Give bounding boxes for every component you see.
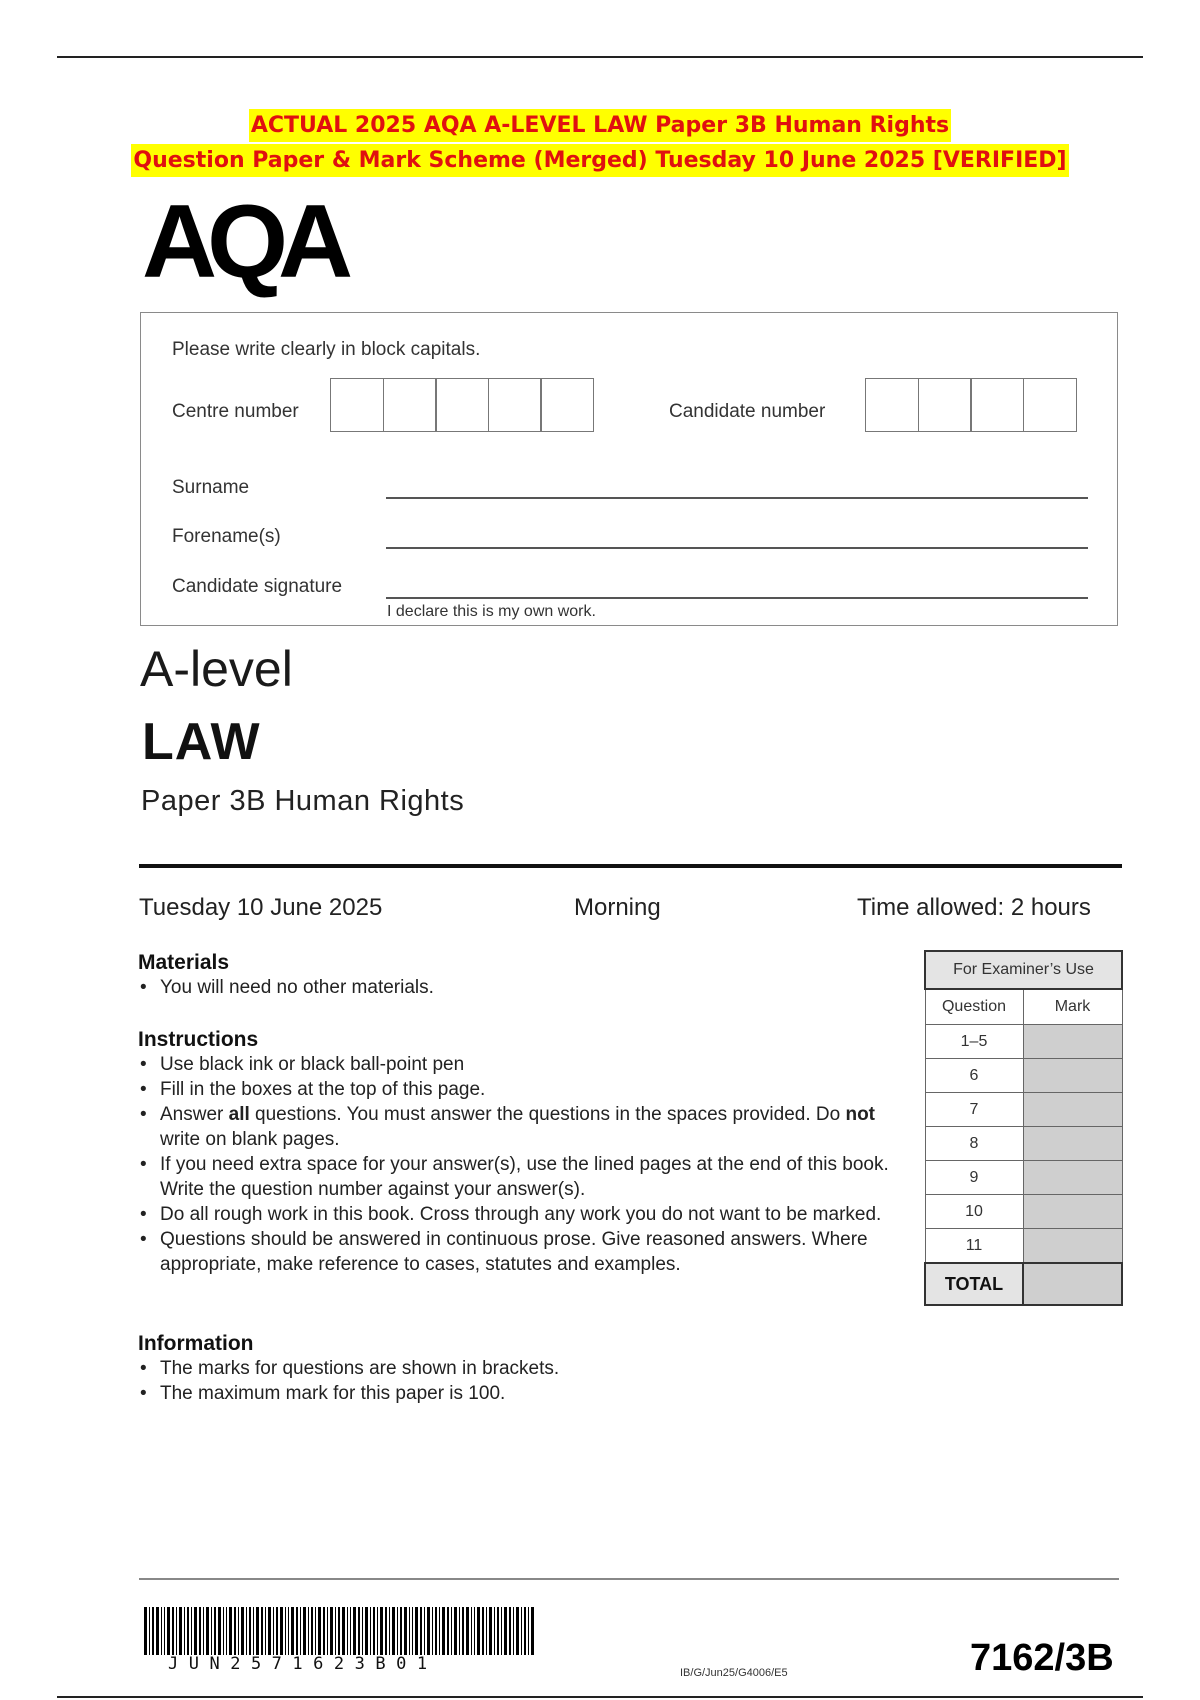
- instructions-heading: Instructions: [138, 1028, 259, 1051]
- paper-title: Paper 3B Human Rights: [141, 785, 465, 817]
- question-number: 6: [925, 1059, 1023, 1093]
- question-number: 8: [925, 1127, 1023, 1161]
- list-item: • The maximum mark for this paper is 100.: [138, 1381, 898, 1406]
- instructions-list: [138, 1052, 898, 1277]
- barcode: [144, 1607, 536, 1655]
- information-heading: Information: [138, 1332, 254, 1355]
- list-item: • You will need no other materials.: [138, 975, 898, 1000]
- materials-heading: Materials: [138, 951, 230, 974]
- surname-label: Surname: [172, 477, 250, 498]
- mark-cell: [1023, 1093, 1122, 1127]
- total-mark-cell: [1023, 1263, 1122, 1305]
- candidate-number-boxes[interactable]: [865, 378, 1075, 432]
- mark-cell: [1023, 1025, 1122, 1059]
- list-item: • Answer all questions. You must answer the questions in the spaces provided. Do not write on blank pages.: [138, 1102, 898, 1152]
- question-number: 10: [925, 1195, 1023, 1229]
- centre-digit-box[interactable]: [435, 378, 489, 432]
- centre-digit-box[interactable]: [488, 378, 542, 432]
- mark-cell: [1023, 1195, 1122, 1229]
- examiner-table-title: For Examiner’s Use: [925, 951, 1122, 989]
- time-allowed: Time allowed: 2 hours: [857, 894, 1091, 921]
- centre-number-label: Centre number: [172, 401, 299, 422]
- centre-digit-box[interactable]: [540, 378, 594, 432]
- paper-code: 7162/3B: [970, 1637, 1114, 1679]
- exam-date: Tuesday 10 June 2025: [139, 894, 383, 921]
- materials-list: [138, 975, 898, 1000]
- total-label: TOTAL: [925, 1263, 1023, 1305]
- list-item: • Do all rough work in this book. Cross through any work you do not want to be marked.: [138, 1202, 898, 1227]
- mark-column-header: Mark: [1023, 989, 1122, 1025]
- section-divider: [139, 864, 1122, 868]
- materials-section: [138, 951, 898, 1000]
- barcode-text: JUN2571623B01: [168, 1654, 438, 1674]
- mark-cell: [1023, 1229, 1122, 1264]
- document-reference: IB/G/Jun25/G4006/E5: [680, 1667, 788, 1679]
- question-column-header: Question: [925, 989, 1023, 1025]
- mark-cell: [1023, 1161, 1122, 1195]
- list-item: • Use black ink or black ball-point pen: [138, 1052, 898, 1077]
- list-item: • The marks for questions are shown in brackets.: [138, 1356, 898, 1381]
- signature-field[interactable]: [386, 597, 1088, 599]
- list-item: • If you need extra space for your answer(s), use the lined pages at the end of this book. Write the question number against your answer(s).: [138, 1152, 898, 1202]
- banner-line-1: ACTUAL 2025 AQA A-LEVEL LAW Paper 3B Human Rights: [249, 109, 951, 142]
- centre-digit-box[interactable]: [383, 378, 437, 432]
- question-number: 9: [925, 1161, 1023, 1195]
- candidate-digit-box[interactable]: [970, 378, 1024, 432]
- centre-number-boxes[interactable]: [330, 378, 593, 432]
- question-number: 1–5: [925, 1025, 1023, 1059]
- information-list: [138, 1356, 898, 1406]
- candidate-digit-box[interactable]: [865, 378, 919, 432]
- candidate-number-label: Candidate number: [669, 401, 826, 422]
- information-section: [138, 1332, 898, 1406]
- title-banner: [0, 108, 1200, 178]
- block-capitals-instruction: Please write clearly in block capitals.: [172, 339, 481, 360]
- signature-label: Candidate signature: [172, 576, 343, 597]
- qualification-level: A-level: [140, 641, 293, 697]
- exam-session: Morning: [574, 894, 661, 921]
- mark-cell: [1023, 1127, 1122, 1161]
- declaration-text: I declare this is my own work.: [387, 603, 596, 620]
- forenames-label: Forename(s): [172, 526, 281, 547]
- footer-rule: [139, 1578, 1119, 1580]
- candidate-digit-box[interactable]: [918, 378, 972, 432]
- candidate-digit-box[interactable]: [1023, 378, 1077, 432]
- question-number: 11: [925, 1229, 1023, 1264]
- list-item: • Fill in the boxes at the top of this page.: [138, 1077, 898, 1102]
- surname-field[interactable]: [386, 497, 1088, 499]
- bottom-rule: [57, 1696, 1143, 1698]
- forenames-field[interactable]: [386, 547, 1088, 549]
- instructions-section: [138, 1028, 898, 1277]
- centre-digit-box[interactable]: [330, 378, 384, 432]
- subject-title: LAW: [142, 713, 261, 771]
- banner-line-2: Question Paper & Mark Scheme (Merged) Tuesday 10 June 2025 [VERIFIED]: [131, 144, 1068, 177]
- list-item: • Questions should be answered in continuous prose. Give reasoned answers. Where appropriate, make reference to cases, statutes and examples.: [138, 1227, 898, 1277]
- aqa-logo: AQA: [142, 184, 344, 300]
- question-number: 7: [925, 1093, 1023, 1127]
- top-rule: [57, 56, 1143, 58]
- mark-cell: [1023, 1059, 1122, 1093]
- candidate-details-box: [140, 312, 1118, 626]
- examiner-use-table: [924, 950, 1123, 1306]
